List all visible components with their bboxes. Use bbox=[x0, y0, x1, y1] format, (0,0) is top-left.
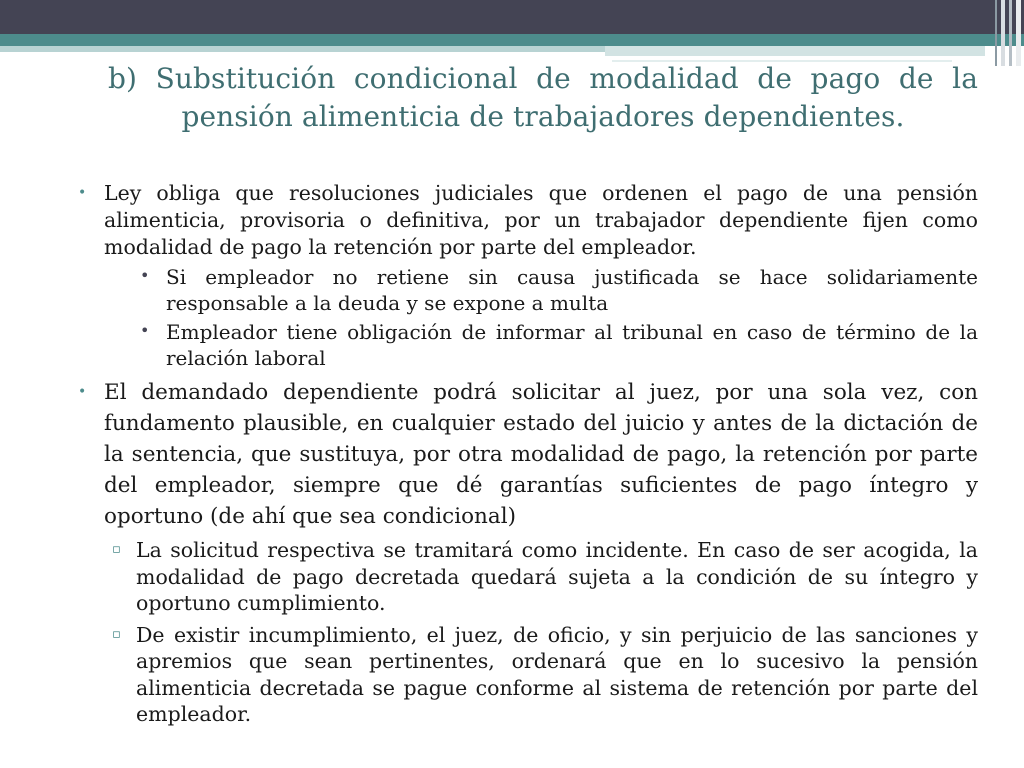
sub-bullet-item bbox=[72, 622, 978, 728]
sub-bullet-square-icon: ▫ bbox=[112, 542, 121, 557]
bullet-dot-icon: • bbox=[78, 185, 87, 201]
decorative-stripe bbox=[995, 0, 997, 66]
sub-bullet-text: De existir incumplimiento, el juez, de oficio, y sin perjuicio de las sanciones y apremios que sean pertinentes, ordenará que en lo sucesivo la pensión alimenticia decretada se pague conforme al sistema de retención por parte del empleador. bbox=[136, 622, 978, 726]
bullet-text: Ley obliga que resoluciones judiciales que ordenen el pago de una pensión alimenticia, provisoria o definitiva, por un trabajador dependiente fijen como modalidad de pago la retención por parte del empleador. bbox=[104, 181, 978, 259]
sub-bullet-text: Empleador tiene obligación de informar al tribunal en caso de término de la relación laboral bbox=[166, 320, 978, 370]
slide-title: b) Substitución condicional de modalidad de pago de la pensión alimenticia de trabajadores dependientes. bbox=[108, 62, 978, 133]
sub-bullet-text: Si empleador no retiene sin causa justificada se hace solidariamente responsable a la deuda y se expone a multa bbox=[166, 265, 978, 315]
decorative-stripe bbox=[1009, 0, 1012, 66]
slide-body bbox=[72, 180, 978, 728]
sub-bullet-dot-icon: • bbox=[140, 321, 150, 340]
sub-bullet-item bbox=[72, 537, 978, 617]
decorative-stripe bbox=[1001, 0, 1005, 66]
bullet-item bbox=[72, 180, 978, 261]
bullet-item bbox=[72, 377, 978, 532]
header-band-dark bbox=[0, 0, 1024, 34]
sub-bullet-item bbox=[72, 264, 978, 316]
header-band-light bbox=[0, 46, 605, 52]
header-band-teal bbox=[0, 34, 1024, 46]
header-band-light-right bbox=[605, 46, 985, 56]
bullet-dot-icon: • bbox=[78, 384, 87, 400]
sub-bullet-square-icon: ▫ bbox=[112, 626, 121, 642]
decorative-stripe bbox=[1016, 0, 1021, 66]
sub-bullet-dot-icon: • bbox=[140, 266, 150, 285]
bullet-text: El demandado dependiente podrá solicitar al juez, por una sola vez, con fundamento plausible, en cualquier estado del juicio y antes de la dictación de la sentencia, que sustituya, por otra modalidad de pago, la retención por parte del empleador, siempre que dé garantías suficientes de pago íntegro y oportuno (de ahí que sea condicional) bbox=[104, 380, 978, 529]
sub-bullet-item bbox=[72, 319, 978, 371]
sub-bullet-text: La solicitud respectiva se tramitará como incidente. En caso de ser acogida, la modalidad de pago decretada quedará sujeta a la condición de su íntegro y oportuno cumplimiento. bbox=[136, 538, 978, 615]
